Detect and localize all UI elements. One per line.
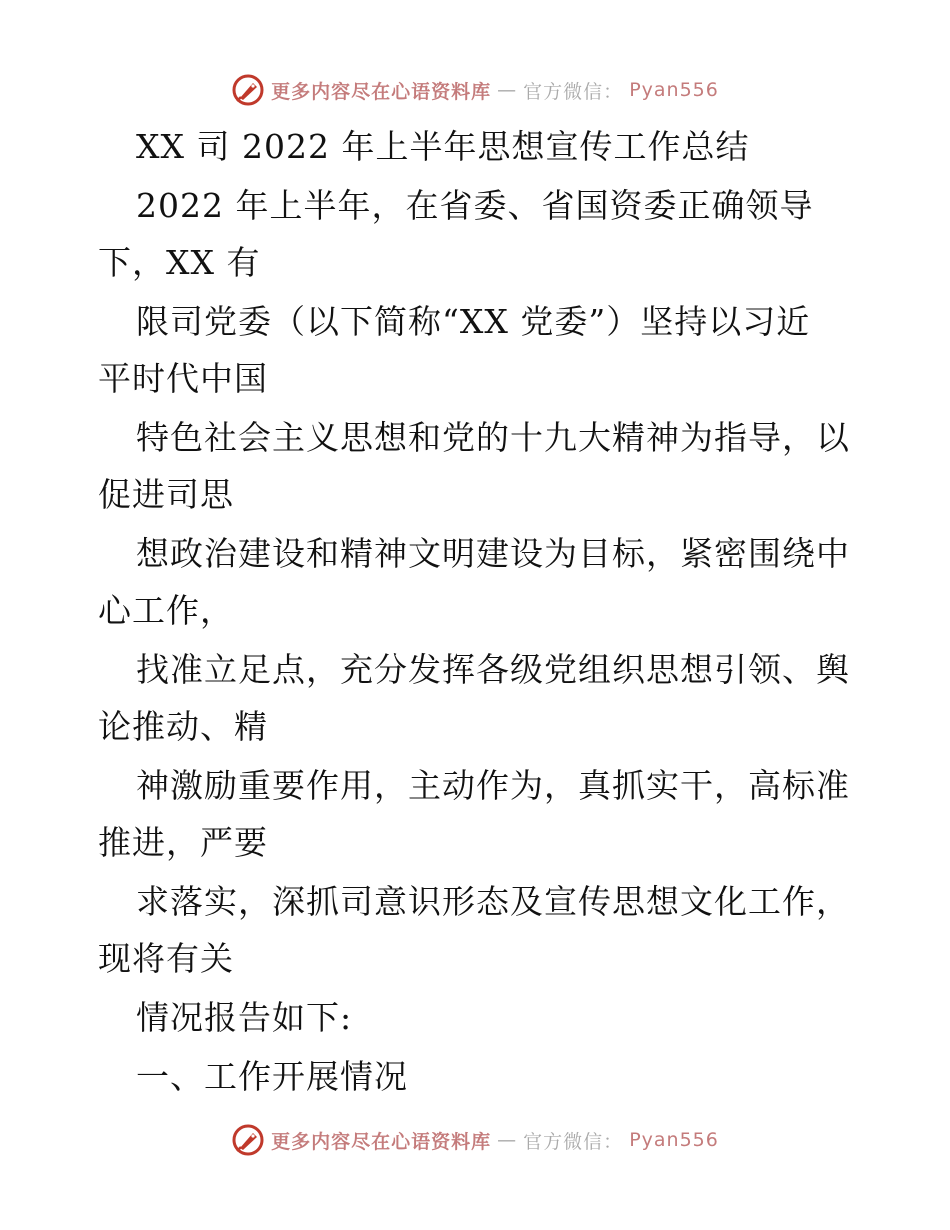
footer-watermark-banner bbox=[0, 1120, 950, 1160]
paragraph-line: 限司党委（以下简称“XX 党委”）坚持以习近 bbox=[136, 302, 811, 341]
paragraph-line: 特色社会主义思想和党的十九大精神为指导，以 bbox=[136, 418, 850, 457]
pen-nib-logo-icon bbox=[231, 1123, 265, 1157]
paragraph-line: 求落实，深抓司意识形态及宣传思想文化工作， bbox=[136, 882, 850, 921]
watermark-contact-label: 官方微信： bbox=[523, 80, 624, 103]
paragraph-line: 神激励重要作用，主动作为，真抓实干，高标准 bbox=[136, 766, 850, 805]
paragraph-line: 推进，严要 bbox=[98, 823, 268, 862]
paragraph-line: 心工作， bbox=[98, 591, 234, 630]
watermark-main-text: 更多内容尽在心语资料库 bbox=[271, 80, 492, 103]
paragraph-line: 平时代中国 bbox=[98, 359, 268, 398]
paragraph-line: 情况报告如下: bbox=[136, 998, 353, 1037]
paragraph-line: 2022 年上半年，在省委、省国资委正确领导 bbox=[136, 186, 814, 225]
paragraph-line: 想政治建设和精神文明建设为目标，紧密围绕中 bbox=[136, 534, 850, 573]
watermark-separator: — bbox=[497, 79, 518, 101]
section-heading: 一、工作开展情况 bbox=[136, 1057, 408, 1096]
paragraph-line: 论推动、精 bbox=[98, 707, 268, 746]
watermark-wechat-id: Pyan556 bbox=[629, 79, 719, 101]
paragraph-line: 促进司思 bbox=[98, 475, 234, 514]
paragraph-line: 下，XX 有 bbox=[98, 243, 261, 282]
watermark-main-text: 更多内容尽在心语资料库 bbox=[271, 1130, 492, 1153]
paragraph-line: 现将有关 bbox=[98, 939, 234, 978]
watermark-wechat-id: Pyan556 bbox=[629, 1129, 719, 1151]
paragraph-line: 找准立足点，充分发挥各级党组织思想引领、舆 bbox=[136, 650, 850, 689]
watermark-contact-label: 官方微信： bbox=[523, 1130, 624, 1153]
watermark-separator: — bbox=[497, 1129, 518, 1151]
document-title: XX 司 2022 年上半年思想宣传工作总结 bbox=[136, 127, 750, 166]
